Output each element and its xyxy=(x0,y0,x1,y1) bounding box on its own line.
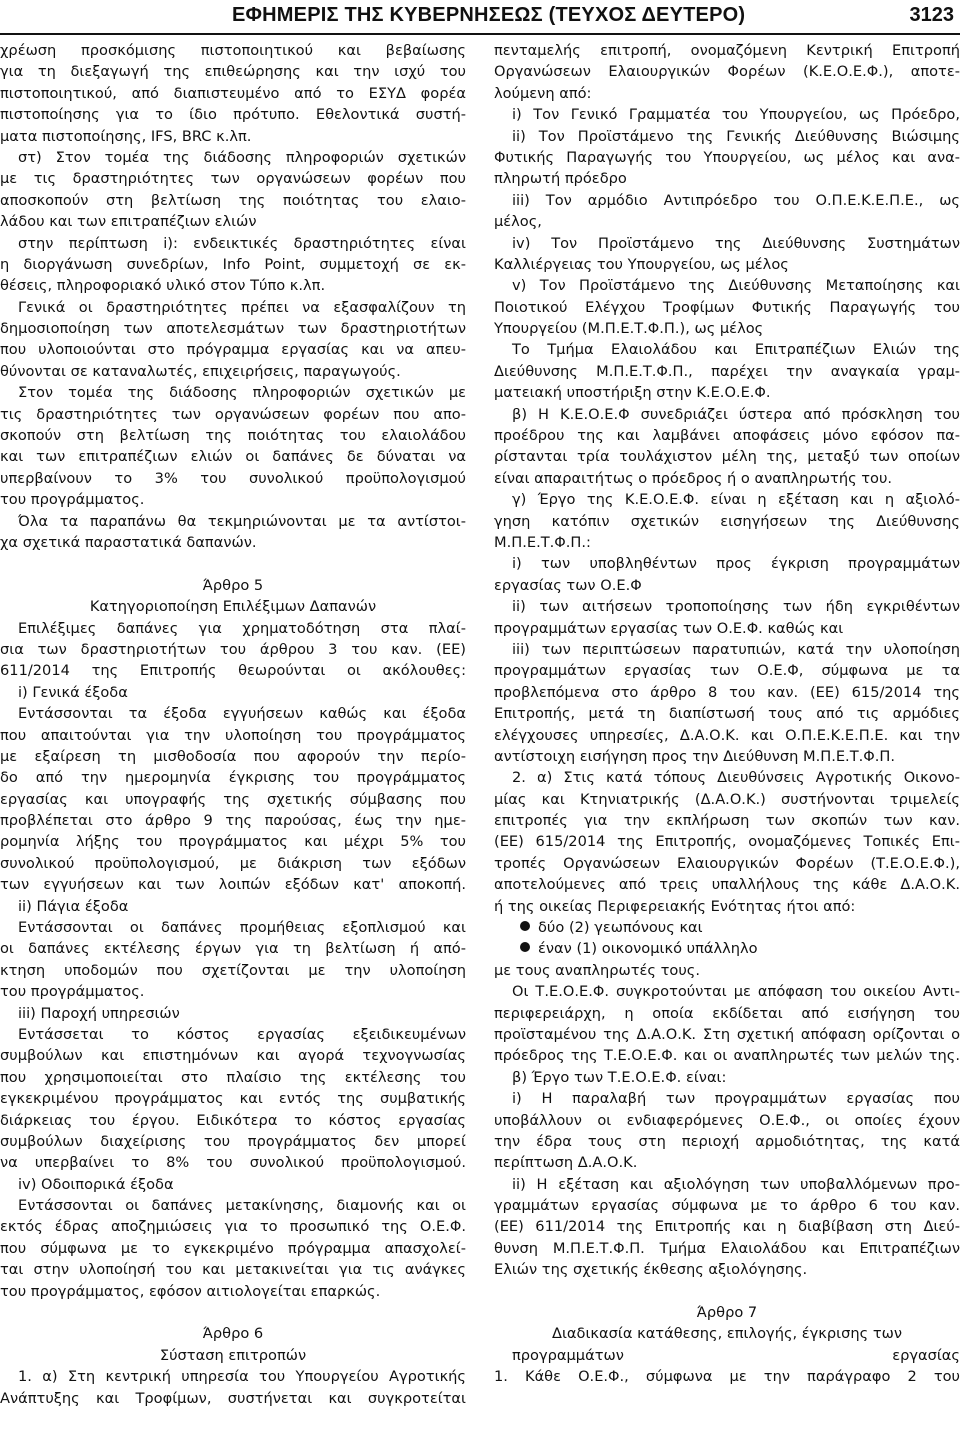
left-line-26 xyxy=(0,596,466,617)
right-line-text: πενταμελής επιτροπή, ονομαζόμενη Κεντρική Επιτροπή xyxy=(494,42,960,59)
right-line-text: μίας και Κτηνιατρικής (Δ.Α.Ο.Κ.) συστήνονται τριμελείς xyxy=(494,790,960,808)
bullet-icon xyxy=(520,921,530,931)
left-line-text: συνολικού προϋπολογισμού, με διάκριση των εξόδων xyxy=(0,854,466,872)
left-line-text: υπερβαίνουν το 3% του συνολικού προϋπολογισμού xyxy=(0,469,466,487)
right-line-36 xyxy=(494,810,960,831)
right-line-text: προγραμμάτων εργασίας των Ο.Ε.Φ. καθώς και xyxy=(494,619,844,637)
right-line-41 xyxy=(494,917,960,938)
left-line-text: που χρησιμοποιείται στο πλαίσιο της εκτέλεσης του xyxy=(0,1068,466,1086)
right-line-21 xyxy=(494,489,960,510)
left-line-12 xyxy=(0,297,466,318)
left-line-text: Στον τομέα της διάδοσης πληροφοριών σχετικών με xyxy=(18,384,466,402)
right-line-51 xyxy=(494,1131,960,1152)
left-line-text: πιστοποίησης για το ίδιο πρότυπο. Εθελοντικά συστή- xyxy=(0,106,466,124)
right-line-text: 1. Κάθε Ο.Ε.Φ., σύμφωνα με την παράγραφο 2 του xyxy=(494,1368,960,1386)
left-line-text: χρέωση προσκόμισης πιστοποιητικού και βεβαίωσης xyxy=(0,42,466,59)
right-line-text: θυνση Μ.Π.Ε.Τ.Φ.Π. Τμήμα Ελαιολάδου και Επιτραπέζιων xyxy=(494,1239,960,1257)
right-line-text: ματειακή υποστήριξη στην Κ.Ε.Ο.Ε.Φ. xyxy=(494,384,771,402)
right-line-26 xyxy=(494,596,960,617)
right-line-text: με τους αναπληρωτές τους. xyxy=(494,961,700,979)
right-line-text: β) Έργο των Τ.Ε.Ο.Ε.Φ. είναι: xyxy=(512,1068,727,1086)
right-line-text: Διαδικασία κατάθεσης, επιλογής, έγκρισης των xyxy=(552,1325,902,1343)
left-line-37 xyxy=(0,831,466,852)
right-line-19 xyxy=(494,446,960,467)
right-line-23 xyxy=(494,532,960,553)
right-line-60 xyxy=(494,1323,960,1344)
right-line-48 xyxy=(494,1067,960,1088)
right-line-text: Οι Τ.Ε.Ο.Ε.Φ. συγκροτούνται με απόφαση του οικείου Αντι- xyxy=(512,983,960,1001)
right-line-5 xyxy=(494,147,960,168)
left-line-46 xyxy=(0,1024,466,1045)
left-line-42 xyxy=(0,938,466,959)
left-line-33 xyxy=(0,746,466,767)
left-line-text: διάρκειας του έργου. Ειδικότερα το κόστος εργασίας xyxy=(0,1111,466,1129)
left-line-text: Όλα τα παραπάνω θα τεκμηριώνονται με τα αντίστοι- xyxy=(18,512,466,530)
left-line-text: εκτός έδρας αποζημιώσεις για το προσωπικό της Ο.Ε.Φ. xyxy=(0,1218,466,1236)
left-line-text: θέσεις, πληροφοριακό υλικό στον Τύπο κ.λπ. xyxy=(0,277,326,295)
right-line-text: Μ.Π.Ε.Τ.Φ.Π.: xyxy=(494,533,591,551)
left-line-text: Ανάπτυξης και Τροφίμων, συστήνεται και συγκροτείται xyxy=(0,1389,466,1407)
left-line-text: λάδου και των επιτραπέζιων ελιών xyxy=(0,213,257,231)
right-line-17 xyxy=(494,404,960,425)
right-line-2 xyxy=(494,83,960,104)
right-line-text: εργασίας των Ο.Ε.Φ xyxy=(494,576,642,594)
left-line-text: και των επιτραπέζιων ελιών οι δαπάνες δε δύναται να xyxy=(0,448,466,466)
left-line-text: να υπερβαίνει το 8% του συνολικού προϋπολογισμού. xyxy=(0,1154,466,1172)
right-line-59 xyxy=(494,1302,960,1323)
left-line-text: που σύμφωνα με το εγκεκριμένο πρόγραμμα απασχολεί- xyxy=(0,1239,466,1257)
right-line-40 xyxy=(494,896,960,917)
right-line-20 xyxy=(494,468,960,489)
right-line-37 xyxy=(494,831,960,852)
left-line-text: των εγγυήσεων και των λοιπών εξόδων κατ' αποκοπή. xyxy=(0,876,466,894)
right-line-58 xyxy=(494,1281,960,1302)
right-line-text: προϊσταμένου της Δ.Α.Ο.Κ. Στη σχετική απόφαση ορίζονται ο xyxy=(494,1025,960,1043)
right-line-61 xyxy=(494,1345,960,1366)
right-line-text: Υπουργείου (Μ.Π.Ε.Τ.Φ.Π.), ως μέλος xyxy=(494,320,764,338)
left-line-3 xyxy=(0,104,466,125)
right-line-9 xyxy=(494,233,960,254)
left-line-35 xyxy=(0,789,466,810)
right-line-text: Καλλιέργειας του Υπουργείου, ως μέλος xyxy=(494,255,789,273)
right-line-7 xyxy=(494,190,960,211)
left-line-20 xyxy=(0,468,466,489)
left-line-text: πιστοποιητικού, από διαπιστευμένο από το ΕΣΥΔ φορέα xyxy=(0,84,466,102)
left-line-19 xyxy=(0,446,466,467)
left-line-17 xyxy=(0,404,466,425)
left-line-11 xyxy=(0,275,466,296)
left-line-58 xyxy=(0,1281,466,1302)
left-line-text: οι δαπάνες εκτέλεσης έργων για τη βελτίωση ή από- xyxy=(0,940,466,958)
right-line-49 xyxy=(494,1088,960,1109)
left-line-text: θύνονται σε καταναλωτές, επιχειρήσεις, παραγωγούς. xyxy=(0,362,401,380)
right-line-text: iv) Τον Προϊστάμενο της Διεύθυνσης Συστημάτων xyxy=(512,234,960,252)
right-line-text: πρόεδρος της Τ.Ε.Ο.Ε.Φ. και οι αναπληρωτές των μελών της. xyxy=(494,1047,960,1065)
left-line-53 xyxy=(0,1174,466,1195)
left-line-text: του προγράμματος. xyxy=(0,983,145,1001)
left-line-41 xyxy=(0,917,466,938)
right-line-text: ii) των αιτήσεων τροποποίησης των ήδη εγκριθέντων xyxy=(512,598,960,616)
left-line-text: στην περίπτωση i): ενδεικτικές δραστηριότητες είναι xyxy=(18,234,466,252)
right-line-46 xyxy=(494,1024,960,1045)
right-line-text: είναι απαραιτήτως ο πρόεδρος ή ο αναπληρωτής του. xyxy=(494,469,893,487)
left-line-55 xyxy=(0,1216,466,1237)
left-line-text: δημοσιοποίηση των αποτελεσμάτων των δραστηριοτήτων xyxy=(0,320,466,338)
right-line-text: iii) Τον αρμόδιο Αντιπρόεδρο του Ο.Π.Ε.Κ.Ε.Π.Ε., ως xyxy=(512,191,960,209)
left-line-40 xyxy=(0,896,466,917)
left-line-59 xyxy=(0,1302,466,1323)
left-line-text: που απαιτούνται για την υλοποίηση του προγράμματος xyxy=(0,726,466,744)
left-line-13 xyxy=(0,318,466,339)
right-line-text: γηση κατόπιν σχετικών εισηγήσεων της Διεύθυνσης xyxy=(494,512,960,530)
right-line-text: προέδρου της και λαμβάνει αποφάσεις μόνο εφόσον πα- xyxy=(494,427,960,445)
left-line-61 xyxy=(0,1345,466,1366)
left-line-44 xyxy=(0,981,466,1002)
right-line-text: υποβάλλουν οι ενδιαφερόμενες Ο.Ε.Φ., οι οποίες έχουν xyxy=(494,1111,960,1129)
right-line-31 xyxy=(494,703,960,724)
right-line-text: v) Τον Προϊστάμενο της Διεύθυνσης Μεταποίησης και xyxy=(512,277,960,295)
left-line-text: Άρθρο 6 xyxy=(202,1325,264,1343)
left-line-text: προβλέπεται στο άρθρο 9 της παρούσας, έως την ημε- xyxy=(0,812,466,830)
left-line-text: δο από την ημερομηνία έγκρισης του προγράμματος xyxy=(0,769,466,787)
right-line-43 xyxy=(494,960,960,981)
left-line-text: 611/2014 της Επιτροπής θεωρούνται οι ακόλουθες: xyxy=(0,662,466,680)
left-line-4 xyxy=(0,126,466,147)
left-line-32 xyxy=(0,725,466,746)
left-line-text: σκοπούν στη βελτίωση της ποιότητας του ελαιολάδου xyxy=(0,427,466,445)
left-line-text: κτηση υποδομών που σχετίζονται με την υλοποίηση xyxy=(0,961,466,979)
right-line-35 xyxy=(494,789,960,810)
right-line-47 xyxy=(494,1045,960,1066)
right-line-text: ελέγχουσες υπηρεσίες, Δ.Α.Ο.Κ. και Ο.Π.Ε.Κ.Ε.Π.Ε. και την xyxy=(494,726,960,744)
right-line-55 xyxy=(494,1216,960,1237)
right-line-text: i) των υποβληθέντων προς έγκριση προγραμμάτων xyxy=(512,555,960,573)
right-line-text: την έδρα τους στη περιοχή αρμοδιότητας, της κατά xyxy=(494,1132,960,1150)
left-line-39 xyxy=(0,874,466,895)
right-line-text: πληρωτή πρόεδρο xyxy=(494,170,627,188)
left-line-text: ται στην υλοποίησή του και μετακινείται για τις ανάγκες xyxy=(0,1261,466,1279)
left-line-text: του προγράμματος. xyxy=(0,491,145,509)
right-line-13 xyxy=(494,318,960,339)
right-line-34 xyxy=(494,767,960,788)
right-line-text: γ) Έργο της Κ.Ε.Ο.Ε.Φ. είναι η εξέταση και η αξιολό- xyxy=(512,491,960,509)
right-line-text: (ΕΕ) 615/2014 της Επιτροπής, ονομαζόμενες Τοπικές Επι- xyxy=(494,833,960,851)
left-line-text: σια των δραστηριοτήτων του άρθρου 3 του καν. (ΕΕ) xyxy=(0,640,466,658)
right-line-text: προγραμμάτων εργασίας xyxy=(512,1346,960,1364)
left-line-text: που υλοποιούνται στο πρόγραμμα εργασίας και να απευ- xyxy=(0,341,466,359)
right-line-text: iii) των περιπτώσεων παρατυπιών, κατά την υλοποίηση xyxy=(512,640,960,658)
left-line-51 xyxy=(0,1131,466,1152)
right-column xyxy=(494,40,960,1431)
left-line-text: Εντάσσονται τα έξοδα εγγυήσεων καθώς και έξοδα xyxy=(18,705,466,723)
right-line-56 xyxy=(494,1238,960,1259)
left-line-23 xyxy=(0,532,466,553)
right-line-0 xyxy=(494,40,960,61)
right-line-text: Φυτικής Παραγωγής του Υπουργείου, ως μέλος και ανα- xyxy=(494,148,960,166)
right-line-24 xyxy=(494,553,960,574)
gazette-title: ΕΦΗΜΕΡΙΣ ΤΗΣ ΚΥΒΕΡΝΗΣΕΩΣ (ΤΕΥΧΟΣ ΔΕΥΤΕΡΟ) xyxy=(232,4,746,26)
right-line-text: Το Τμήμα Ελαιολάδου και Επιτραπέζιων Ελιών της xyxy=(512,341,960,359)
left-line-text: Εντάσσονται οι δαπάνες προμήθειας εξοπλισμού και xyxy=(18,919,466,937)
right-line-14 xyxy=(494,339,960,360)
left-line-38 xyxy=(0,853,466,874)
left-line-text: εγκεκριμένου προγράμματος και εντός της συμβατικής xyxy=(0,1090,466,1108)
right-line-text: Επιτροπής, μετά τη διαπίστωσή τους από τις αρμόδιες xyxy=(494,705,960,723)
right-line-text: 2. α) Στις κατά τόπους Διευθύνσεις Αγροτικής Οικονο- xyxy=(512,769,960,787)
right-line-text: λούμενη από: xyxy=(494,84,592,102)
left-line-text: συμβούλων και επιστημόνων και αγορά τεχνογνωσίας xyxy=(0,1047,466,1065)
right-line-text: προβλεπόμενα στο άρθρο 8 του καν. (ΕΕ) 615/2014 της xyxy=(494,683,960,701)
left-line-21 xyxy=(0,489,466,510)
left-line-47 xyxy=(0,1045,466,1066)
left-line-text: με εξαίρεση τη μισθοδοσία που αφορούν την περίο- xyxy=(0,747,466,765)
right-line-text: τροπές Οργανώσεων Ελαιουργικών Φορέων (Τ.Ε.Ο.Ε.Φ.), xyxy=(494,854,960,872)
left-line-8 xyxy=(0,211,466,232)
right-line-54 xyxy=(494,1195,960,1216)
left-line-54 xyxy=(0,1195,466,1216)
right-line-text: Οργανώσεων Ελαιουργικών Φορέων (Κ.Ε.Ο.Ε.Φ.), αποτε- xyxy=(494,63,960,81)
left-line-5 xyxy=(0,147,466,168)
right-line-18 xyxy=(494,425,960,446)
left-line-text: με τις δραστηριότητες των οργανώσεων φορέων που xyxy=(0,170,466,188)
left-line-24 xyxy=(0,553,466,574)
page-header xyxy=(0,0,960,30)
left-line-text: εργασίας και υπογραφής της σχετικής σύμβασης που xyxy=(0,790,466,808)
left-line-48 xyxy=(0,1067,466,1088)
left-line-57 xyxy=(0,1259,466,1280)
right-line-text: Διεύθυνσης Μ.Π.Ε.Τ.Φ.Π., παρέχει την αναγκαία γραμ- xyxy=(494,362,960,380)
left-line-16 xyxy=(0,382,466,403)
header-rule xyxy=(0,33,960,35)
right-line-42 xyxy=(494,938,960,959)
left-line-63 xyxy=(0,1388,466,1409)
right-line-50 xyxy=(494,1110,960,1131)
left-line-56 xyxy=(0,1238,466,1259)
left-line-text: Εντάσσονται οι δαπάνες μετακίνησης, διαμονής και οι xyxy=(18,1197,466,1215)
right-line-52 xyxy=(494,1152,960,1173)
left-line-1 xyxy=(0,61,466,82)
left-line-9 xyxy=(0,233,466,254)
bullet-icon xyxy=(520,942,530,952)
right-line-text: Άρθρο 7 xyxy=(696,1304,758,1322)
left-line-text: του προγράμματος, εφόσον αιτιολογείται επαρκώς. xyxy=(0,1282,381,1300)
left-line-text: αποσκοπούν στη βελτίωση της ποιότητας του ελαιο- xyxy=(0,191,466,209)
right-line-38 xyxy=(494,853,960,874)
left-line-text: Άρθρο 5 xyxy=(202,576,264,594)
left-line-18 xyxy=(0,425,466,446)
right-line-text: δύο (2) γεωπόνους και xyxy=(538,919,703,937)
left-line-60 xyxy=(0,1323,466,1344)
right-line-6 xyxy=(494,168,960,189)
left-line-text: συμβούλων διαχείρισης του προγράμματος δεν μπορεί xyxy=(0,1132,466,1150)
left-line-36 xyxy=(0,810,466,831)
right-line-1 xyxy=(494,61,960,82)
left-line-text: η διοργάνωση συνεδρίων, Info Point, συμμετοχή σε εκ- xyxy=(0,255,466,273)
right-line-text: περιφερειάρχη, η οποία εκδίδεται από εισήγηση του xyxy=(494,1004,960,1022)
right-line-text: β) Η Κ.Ε.Ο.Ε.Φ συνεδριάζει ύστερα από πρόσκληση του xyxy=(512,405,960,423)
left-line-text: στ) Στον τομέα της διάδοσης πληροφοριών σχετικών xyxy=(18,148,466,166)
left-line-text: Εντάσσεται το κόστος εργασίας εξειδικευμένων xyxy=(18,1025,466,1043)
right-line-text: ii) Η εξέταση και αξιολόγηση των υποβαλλόμενων προ- xyxy=(512,1175,960,1193)
left-line-text: 1. α) Στη κεντρική υπηρεσία του Υπουργείου Αγροτικής xyxy=(18,1368,466,1386)
right-line-15 xyxy=(494,361,960,382)
right-line-12 xyxy=(494,297,960,318)
right-line-53 xyxy=(494,1174,960,1195)
right-line-30 xyxy=(494,682,960,703)
left-line-text: για τη διεξαγωγή της επιθεώρησης και την ισχύ του xyxy=(0,63,466,81)
right-line-text: αποτελούμενες από τρεις υπαλλήλους της κάθε Δ.Α.Ο.Κ. xyxy=(494,876,960,894)
left-line-50 xyxy=(0,1110,466,1131)
left-line-28 xyxy=(0,639,466,660)
right-line-text: περίπτωση Δ.Α.Ο.Κ. xyxy=(494,1154,638,1172)
right-line-text: Ποιοτικού Ελέγχου Τροφίμων Φυτικής Παραγωγής του xyxy=(494,298,960,316)
right-line-text: ii) Τον Προϊστάμενο της Γενικής Διεύθυνσης Βιώσιμης xyxy=(512,127,960,145)
left-line-7 xyxy=(0,190,466,211)
right-line-57 xyxy=(494,1259,960,1280)
right-line-4 xyxy=(494,126,960,147)
left-line-30 xyxy=(0,682,466,703)
right-line-3 xyxy=(494,104,960,125)
left-line-31 xyxy=(0,703,466,724)
right-line-33 xyxy=(494,746,960,767)
left-line-62 xyxy=(0,1366,466,1387)
right-line-text: γραμμάτων εργασίας σύμφωνα με το άρθρο 6 του καν. xyxy=(494,1197,960,1215)
left-line-text: χα σχετικά παραστατικά δαπανών. xyxy=(0,533,257,551)
left-line-49 xyxy=(0,1088,466,1109)
left-line-text: iii) Παροχή υπηρεσιών xyxy=(18,1004,180,1022)
right-line-text: Ελιών της σχετικής έκθεσης αξιολόγησης. xyxy=(494,1261,808,1279)
right-line-text: μέλος, xyxy=(494,213,542,231)
right-line-text: (ΕΕ) 611/2014 της Επιτροπής και η διαβίβαση στη Διεύ- xyxy=(494,1218,960,1236)
left-line-text: Γενικά οι δραστηριότητες πρέπει να εξασφαλίζουν τη xyxy=(18,298,466,316)
left-line-15 xyxy=(0,361,466,382)
left-line-text: Σύσταση επιτροπών xyxy=(159,1346,307,1364)
right-line-22 xyxy=(494,511,960,532)
right-line-29 xyxy=(494,660,960,681)
left-line-text: Κατηγοριοποίηση Επιλέξιμων Δαπανών xyxy=(89,598,377,616)
left-column xyxy=(0,40,466,1431)
right-line-32 xyxy=(494,725,960,746)
right-line-8 xyxy=(494,211,960,232)
right-line-text: αντίστοιχη εισήγηση προς την Διεύθυνση Μ.Π.Ε.Τ.Φ.Π. xyxy=(494,747,895,765)
page-number: 3123 xyxy=(909,4,954,26)
left-line-34 xyxy=(0,767,466,788)
right-line-text: προγραμμάτων εργασίας των Ο.Ε.Φ, σύμφωνα με τα xyxy=(494,662,960,680)
left-line-0 xyxy=(0,40,466,61)
right-line-25 xyxy=(494,575,960,596)
left-line-2 xyxy=(0,83,466,104)
right-line-text: έναν (1) οικονομικό υπάλληλο xyxy=(538,940,758,958)
right-line-62 xyxy=(494,1366,960,1387)
left-line-22 xyxy=(0,511,466,532)
right-line-text: i) Η παραλαβή των προγραμμάτων εργασίας που xyxy=(512,1090,960,1108)
left-line-text: iv) Οδοιπορικά έξοδα xyxy=(18,1175,174,1193)
left-line-14 xyxy=(0,339,466,360)
left-line-52 xyxy=(0,1152,466,1173)
right-line-text: ή της οικείας Περιφερειακής Ενότητας ήτοι από: xyxy=(494,897,856,915)
right-line-44 xyxy=(494,981,960,1002)
left-line-text: ρομηνία λήξης του προγράμματος και μέχρι 5% του xyxy=(0,833,466,851)
right-line-45 xyxy=(494,1003,960,1024)
left-line-6 xyxy=(0,168,466,189)
left-line-10 xyxy=(0,254,466,275)
left-line-text: ii) Πάγια έξοδα xyxy=(18,897,129,915)
right-line-39 xyxy=(494,874,960,895)
left-line-25 xyxy=(0,575,466,596)
left-line-text: i) Γενικά έξοδα xyxy=(18,683,128,701)
left-line-29 xyxy=(0,660,466,681)
left-line-27 xyxy=(0,618,466,639)
left-line-45 xyxy=(0,1003,466,1024)
right-line-text: i) Τον Γενικό Γραμματέα του Υπουργείου, ως Πρόεδρο, xyxy=(512,106,960,124)
right-line-27 xyxy=(494,618,960,639)
right-line-text: επιτροπές για την εκπλήρωση των σκοπών των καν. xyxy=(494,812,960,830)
left-line-43 xyxy=(0,960,466,981)
right-line-16 xyxy=(494,382,960,403)
left-line-text: τις δραστηριότητες των οργανώσεων φορέων που απο- xyxy=(0,405,466,423)
right-line-11 xyxy=(494,275,960,296)
left-line-text: ματα πιστοποίησης, IFS, BRC κ.λπ. xyxy=(0,127,252,145)
right-line-28 xyxy=(494,639,960,660)
right-line-10 xyxy=(494,254,960,275)
left-line-text: Επιλέξιμες δαπάνες για χρηματοδότηση στα πλαί- xyxy=(18,619,466,637)
right-line-text: ρίστανται τρία τουλάχιστον μέλη της, μεταξύ των οποίων xyxy=(494,448,960,466)
